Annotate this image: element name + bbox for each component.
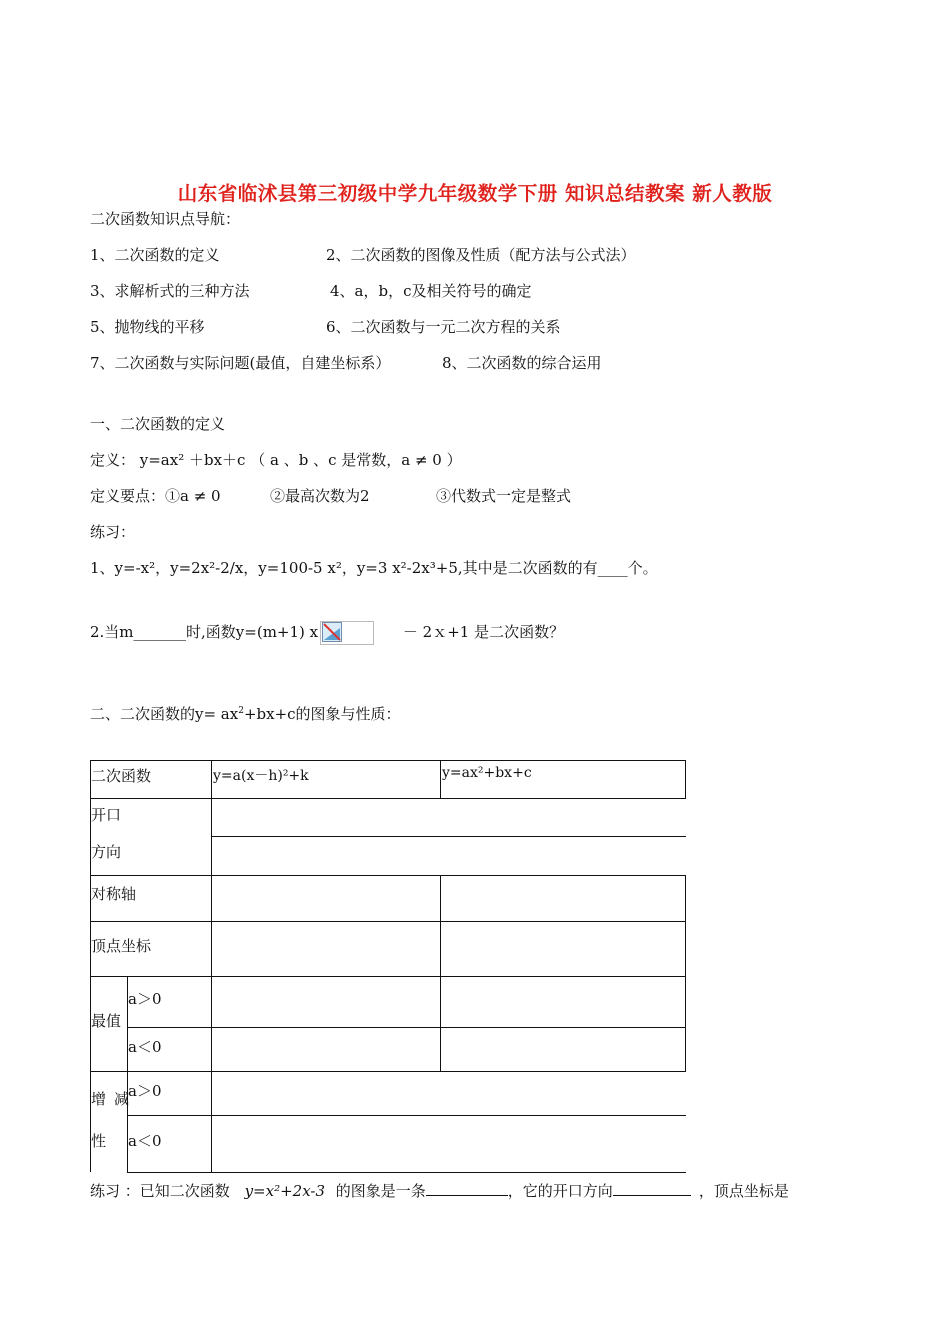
- answer-blank[interactable]: [426, 1181, 508, 1196]
- nav-item: 8、二次函数的综合运用: [442, 354, 602, 372]
- nav-item: 3、求解析式的三种方法: [90, 282, 250, 300]
- nav-item: 6、二次函数与一元二次方程的关系: [326, 318, 561, 336]
- definition-text: 定义： y=ax² ＋bx＋c （ a 、b 、c 是常数，a ≠ 0 ）: [90, 451, 462, 469]
- row-label-monotone: 性: [91, 1132, 107, 1150]
- nav-item: 1、二次函数的定义: [90, 246, 220, 264]
- nav-item: 4、a，b，c及相关符号的确定: [330, 282, 532, 300]
- key-point: ③代数式一定是整式: [436, 487, 572, 505]
- table-header-cell: y=a(x－h)²+k: [213, 768, 309, 784]
- nav-item: 7、二次函数与实际问题(最值，自建坐标系）: [90, 354, 391, 372]
- row-label-monotone: 减: [114, 1090, 130, 1108]
- question-1: 1、y=-x²，y=2x²-2/x，y=100-5 x²，y=3 x²-2x³+5,其中是二次函数的有____个。: [90, 559, 658, 577]
- document-title: 山东省临沭县第三初级中学九年级数学下册 知识总结教案 新人教版: [177, 182, 773, 205]
- row-label-opening: 开口: [91, 806, 122, 824]
- question-2-end: － 2ｘ+1 是二次函数？: [402, 623, 565, 641]
- question-2-start: 2.当m_______时,函数y=(m+1) x: [90, 623, 319, 641]
- row-label-opening: 方向: [91, 843, 122, 861]
- nav-heading: 二次函数知识点导航：: [90, 210, 241, 228]
- condition-negative: a＜0: [128, 1132, 162, 1150]
- row-label-extreme: 最值: [91, 1012, 122, 1030]
- key-point: ②最高次数为2: [270, 487, 370, 505]
- nav-item: 5、抛物线的平移: [90, 318, 205, 336]
- row-label-vertex: 顶点坐标: [91, 937, 152, 955]
- nav-item: 2、二次函数的图像及性质（配方法与公式法）: [326, 246, 636, 264]
- answer-blank[interactable]: [613, 1181, 691, 1196]
- question-2: [90, 621, 564, 645]
- section1-heading: 一、二次函数的定义: [90, 415, 226, 433]
- practice-label: 练习：: [90, 523, 136, 541]
- condition-positive: a＞0: [128, 1082, 162, 1100]
- exercise-expression: y=x²+2x-3: [244, 1182, 325, 1200]
- section2-heading: 二、二次函数的$y= ax^2+bx+c$的图象与性质：: [90, 705, 401, 723]
- exponent-image-icon: [320, 621, 374, 645]
- table-header-cell: y=ax²+bx+c: [442, 765, 532, 781]
- exercise-line: 练习 ：已知二次函数 y=x²+2x-3 的图象是一条 ，它的开口方向 ，顶点坐标是: [90, 1182, 789, 1200]
- table-header-cell: 二次函数: [91, 767, 152, 785]
- condition-negative: a＜0: [128, 1038, 162, 1056]
- row-label-monotone: 增: [91, 1090, 107, 1108]
- row-label-axis: 对称轴: [91, 885, 137, 903]
- key-point: 定义要点：①a ≠ 0: [90, 487, 221, 505]
- condition-positive: a＞0: [128, 990, 162, 1008]
